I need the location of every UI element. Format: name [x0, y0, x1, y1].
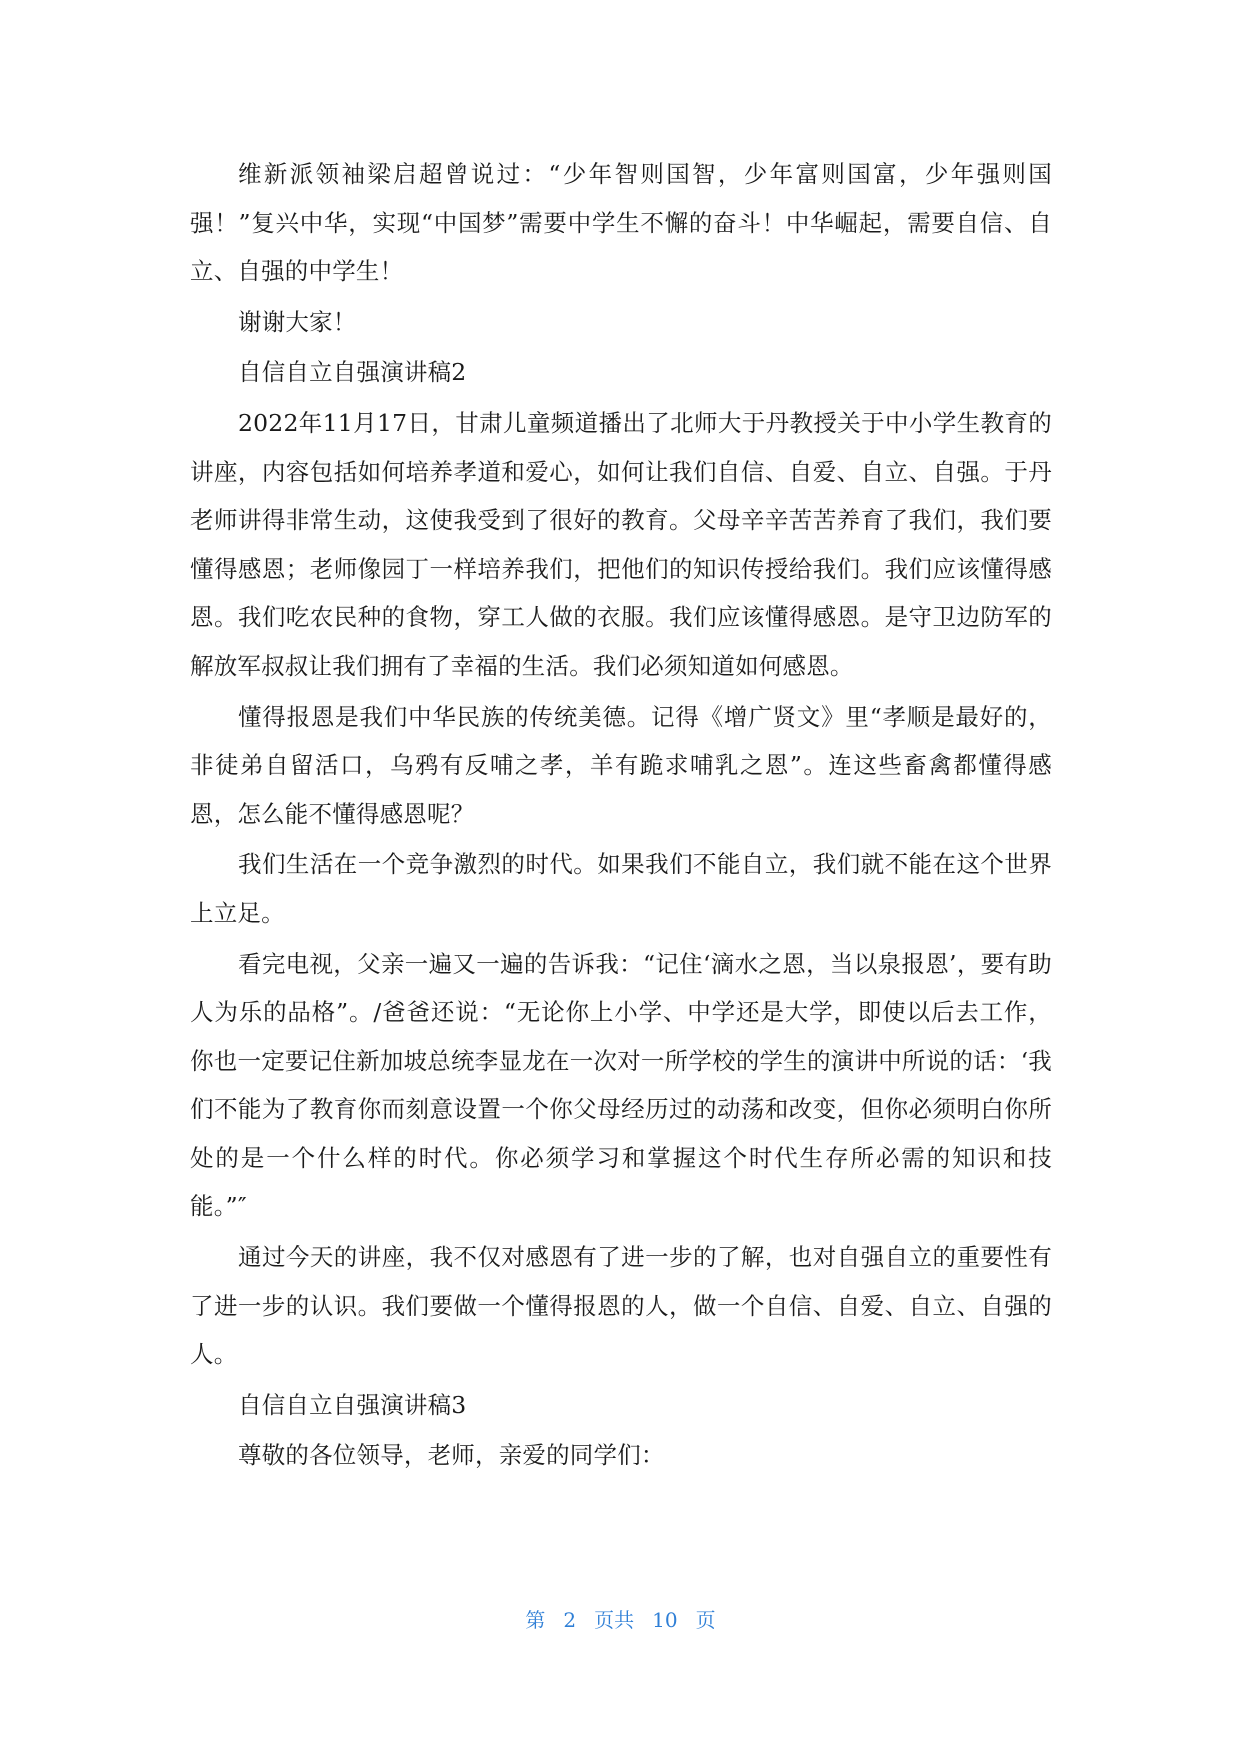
footer-current-page: 2 — [563, 1608, 577, 1632]
section-heading: 自信自立自强演讲稿3 — [238, 1390, 467, 1419]
paragraph: 通过今天的讲座，我不仅对感恩有了进一步的了解，也对自强自立的重要性有了进一步的认识。我们要做一个懂得报恩的人，做一个自信、自爱、自立、自强的人。 — [190, 1243, 1052, 1369]
footer-suffix: 页 — [695, 1608, 716, 1632]
document-body — [190, 150, 1052, 1482]
paragraph: 谢谢大家！ — [238, 307, 357, 336]
section-heading: 自信自立自强演讲稿2 — [238, 358, 467, 387]
paragraph: 看完电视，父亲一遍又一遍的告诉我：“记住‘滴水之恩，当以泉报恩’，要有助人为乐的品格”。/爸爸还说：“无论你上小学、中学还是大学，即使以后去工作，你也一定要记住新加坡总统李显龙在一次对一所学校的学生的演讲中所说的话：‘我们不能为了教育你而刻意设置一个你父母经历过的动荡和改变，但你必须明白你所处的是一个什么样的时代。你必须学习和掌握这个时代生存所必需的知识和技能。”″ — [190, 949, 1052, 1221]
paragraph: 尊敬的各位领导，老师，亲爱的同学们： — [238, 1441, 665, 1470]
footer-total-pages: 10 — [652, 1608, 678, 1632]
page-footer — [0, 1604, 1241, 1633]
footer-prefix: 第 — [525, 1608, 546, 1632]
footer-middle: 页共 — [594, 1608, 635, 1632]
paragraph: 维新派领袖梁启超曾说过：“少年智则国智，少年富则国富，少年强则国强！”复兴中华，实现“中国梦”需要中学生不懈的奋斗！中华崛起，需要自信、自立、自强的中学生！ — [190, 160, 1052, 286]
paragraph: 2022年11月17日，甘肃儿童频道播出了北师大于丹教授关于中小学生教育的讲座，内容包括如何培养孝道和爱心，如何让我们自信、自爱、自立、自强。于丹老师讲得非常生动，这使我受到了很好的教育。父母辛辛苦苦养育了我们，我们要懂得感恩；老师像园丁一样培养我们，把他们的知识传授给我们。我们应该懂得感恩。我们吃农民种的食物，穿工人做的衣服。我们应该懂得感恩。是守卫边防军的解放军叔叔让我们拥有了幸福的生活。我们必须知道如何感恩。 — [190, 408, 1052, 680]
paragraph: 我们生活在一个竞争激烈的时代。如果我们不能自立，我们就不能在这个世界上立足。 — [190, 850, 1052, 927]
paragraph: 懂得报恩是我们中华民族的传统美德。记得《增广贤文》里“孝顺是最好的，非徒弟自留活口，乌鸦有反哺之孝，羊有跪求哺乳之恩”。连这些畜禽都懂得感恩，怎么能不懂得感恩呢？ — [190, 702, 1052, 828]
